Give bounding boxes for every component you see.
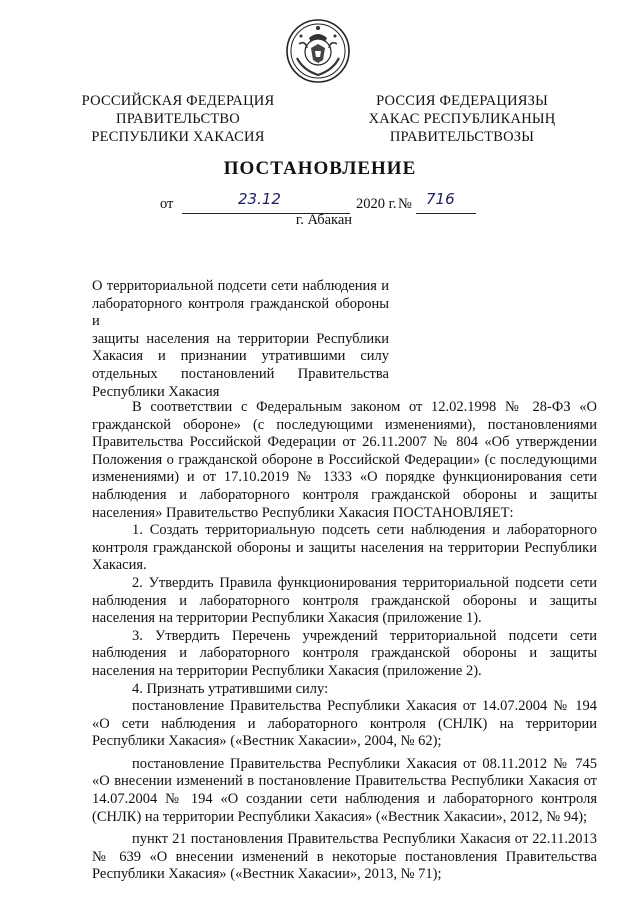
header-left-line: РЕСПУБЛИКИ ХАКАСИЯ: [91, 129, 265, 145]
header-right: [362, 92, 562, 146]
paragraph-repeal-3: пункт 21 постановления Правительства Республики Хакасия от 22.11.2013 № 639 «О внесении изменений в некоторые постановления Правительства Республики Хакасия» («Вестник Хакасии», 2013, № 71);: [92, 831, 597, 883]
paragraph-repeal-1: постановление Правительства Республики Хакасия от 14.07.2004 № 194 «О сети наблюдения и лабораторного контроля (СНЛК) на территории Республики Хакасия» («Вестник Хакасии», 2004, № 62);: [92, 698, 597, 750]
paragraph-preamble: В соответствии с Федеральным законом от 12.02.1998 № 28-ФЗ «О гражданской обороне» (с последующими изменениями), постановлениями Правительства Российской Федерации от 26.11.2007 № 804 «Об утверждении Положения о гражданской обороне в Российской Федерации» (с последующими изменениями) и от 17.10.2019 № 1333 «О порядке функционирования сети наблюдения и лабораторного контроля гражданской обороны и защиты населения» Правительство Республики Хакасия ПОСТАНОВЛЯЕТ:: [92, 399, 597, 521]
subject-line: Хакасия и признании утратившими силу: [92, 348, 389, 365]
date-handwritten: 23.12: [238, 190, 281, 208]
year-label: 2020 г.: [356, 196, 397, 212]
subject-line: лабораторного контроля гражданской обороны и: [92, 295, 389, 330]
document-title: ПОСТАНОВЛЕНИЕ: [223, 158, 417, 179]
header-left-line: ПРАВИТЕЛЬСТВО: [116, 111, 240, 127]
document-subject: [92, 278, 389, 401]
document-body: [92, 399, 597, 884]
paragraph-item-4: 4. Признать утратившими силу:: [132, 680, 329, 697]
header-left-line: РОССИЙСКАЯ ФЕДЕРАЦИЯ: [81, 93, 275, 109]
date-prefix: от: [160, 196, 174, 212]
subject-line: Республики Хакасия: [92, 383, 220, 400]
paragraph-item-1: 1. Создать территориальную подсеть сети наблюдения и лабораторного контроля гражданской обороны и защиты населения на территории Республики Хакасия.: [92, 522, 597, 574]
city-label: г. Абакан: [295, 212, 353, 228]
coat-of-arms-icon: [285, 18, 351, 84]
number-sign: №: [398, 196, 412, 212]
paragraph-repeal-2: постановление Правительства Республики Хакасия от 08.11.2012 № 745 «О внесении изменений в постановление Правительства Республики Хакасия от 14.07.2004 № 194 «О создании сети наблюдения и лабораторного контроля (СНЛК) на территории Республики Хакасия» («Вестник Хакасии», 2012, № 94);: [92, 755, 597, 825]
header-right-line: РОССИЯ ФЕДЕРАЦИЯЗЫ: [376, 93, 548, 109]
subject-line: отдельных постановлений Правительства: [92, 365, 389, 382]
number-handwritten: 716: [426, 190, 455, 208]
paragraph-item-3: 3. Утвердить Перечень учреждений территориальной подсети сети наблюдения и лабораторного контроля гражданской обороны и защиты населения на территории Республики Хакасия (приложение 2).: [92, 627, 597, 679]
header-right-line: ХАКАС РЕСПУБЛИКАНЫҢ: [368, 111, 556, 127]
header-right-line: ПРАВИТЕЛЬСТВОЗЫ: [389, 129, 535, 145]
subject-line: О территориальной подсети сети наблюдения и: [92, 278, 389, 294]
paragraph-item-2: 2. Утвердить Правила функционирования территориальной подсети сети наблюдения и лабораторного контроля гражданской обороны и защиты населения на территории Республики Хакасия (приложение 1).: [92, 574, 597, 627]
header-left: [78, 92, 278, 146]
subject-line: защиты населения на территории Республики: [92, 330, 389, 347]
